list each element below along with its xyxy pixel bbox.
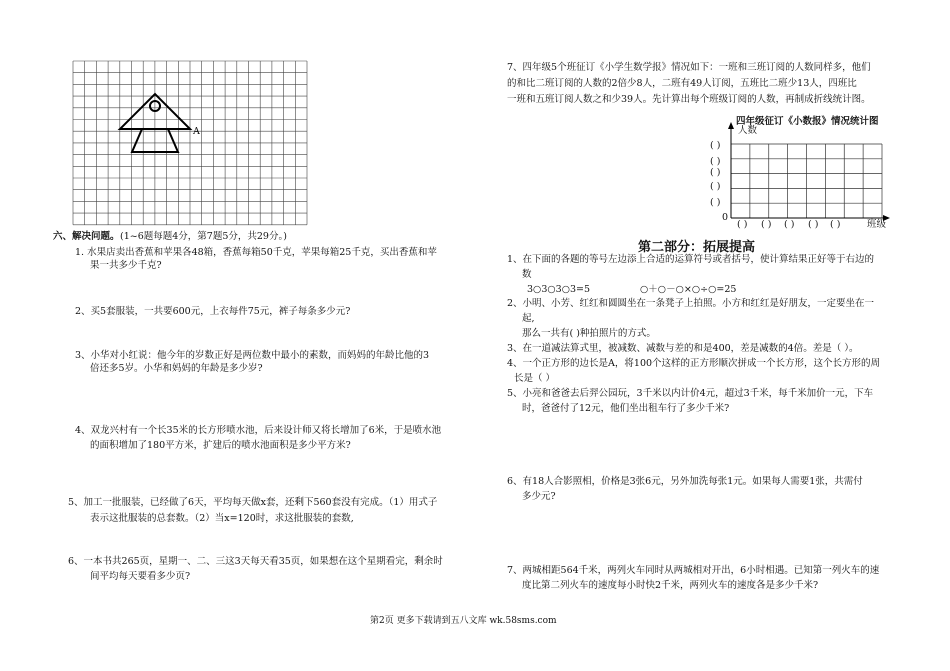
p3: 3、在一道减法算式里，被减数、减数与差的和是400，差是减数的4倍。差是（ ）。 — [507, 343, 859, 354]
q4-line1: 4、双龙兴村有一个长35米的长方形喷水池，后来设计师又将长增加了6米，于是喷水池 — [75, 425, 442, 436]
p2-line1: 2、小明、小芳、红红和圆圆坐在一条凳子上拍照。小方和红红是好朋友，一定要坐在一 — [507, 298, 875, 309]
chart-title: 四年级征订《小数报》情况统计图 — [736, 116, 879, 127]
p5-line2: 时，爸爸付了12元，他们坐出租车行了多少千米? — [522, 403, 730, 414]
p1-eq1: 3○3○3○3=5 — [527, 284, 591, 295]
x-blank-1: ( ) — [737, 219, 748, 230]
x-blank-4: ( ) — [808, 219, 819, 230]
q3-line1: 3、小华对小红说：他今年的岁数正好是两位数中最小的素数，而妈妈的年龄比他的3 — [75, 350, 430, 361]
q7-line1: 7、四年级5个班征订《小学生数学报》情况如下：一班和三班订阅的人数同样多，他们 — [507, 62, 871, 73]
p4-line2: 长是（ ） — [514, 373, 556, 384]
x-axis-label: 班级 — [867, 219, 887, 230]
page-footer: 第2页 更多下载请到五八文库 wk.58sms.com — [370, 616, 557, 626]
p1-eq2: ○＋○－○×○÷○=25 — [640, 284, 737, 295]
section6-note: (1~6题每题4分，第7题5分，共29分。) — [120, 231, 287, 242]
p4-line1: 4、一个正方形的边长是A，将100个这样的正方形顺次拼成一个长方形，这个长方形的周 — [507, 358, 881, 369]
p7-line2: 度比第二列火车的速度每小时快2千米，两列火车的速度各是多少千米? — [522, 580, 819, 591]
y-blank-5: ( ) — [710, 197, 721, 208]
y-axis-label: 人数 — [738, 125, 758, 136]
p7-line1: 7、两城相距564千米，两列火车同时从两城相对开出，6小时相遇。已知第一列火车的速 — [507, 565, 880, 576]
section6-title: 六、解决问题。 — [53, 231, 120, 242]
p6-line1: 6、有18人合影照相，价格是3张6元，另外加洗每张1元。如果每人需要1张，共需付 — [507, 476, 863, 487]
q6-line1: 6、一本书共265页，星期一、二、三这3天每天看35页，如果想在这个星期看完，剩余时 — [68, 556, 443, 567]
q5-line2: 表示这批服装的总套数。（2）当x=120时，求这批服装的套数, — [90, 513, 354, 524]
y-blank-2: ( ) — [710, 156, 721, 167]
x-blank-5: ( ) — [830, 219, 841, 230]
q7-line2: 的和比二班订阅的人数的2倍少8人，二班有49人订阅，五班比二班少13人，四班比 — [507, 78, 857, 89]
q3-line2: 倍还多5岁。小华和妈妈的年龄是多少岁? — [90, 363, 263, 374]
p1-line1: 1、在下面的各题的等号左边添上合适的运算符号或者括号，使计算结果正好等于右边的 — [507, 254, 875, 265]
shape-label-a: A — [193, 126, 200, 137]
blank-line-chart — [700, 118, 915, 233]
p2-line3: 那么一共有( )种拍照片的方式。 — [522, 328, 656, 339]
p5-line1: 5、小亮和爸爸去后羿公园玩，3千米以内计价4元，超过3千米，每千米加价一元，下车 — [507, 388, 874, 399]
q5-line1: 5、加工一批服装，已经做了6天，平均每天做x套，还剩下560套没有完成。（1）用式子 — [68, 497, 438, 508]
q4-line2: 的面积增加了180平方米，扩建后的喷水池面积是多少平方米? — [90, 440, 351, 451]
part2-title: 第二部分：拓展提高 — [638, 240, 756, 255]
q1-line2: 果一共多少千克? — [90, 260, 162, 271]
y-axis-arrow — [728, 122, 734, 129]
grid-drawing — [72, 60, 312, 234]
q2: 2、买5套服装，一共要600元，上衣每件75元，裤子每条多少元? — [75, 306, 351, 317]
q1-line1: 1. 水果店卖出香蕉和苹果各48箱，香蕉每箱50千克，苹果每箱25千克，买出香蕉和苹 — [75, 247, 437, 258]
q7-line3: 一班和五班订阅人数之和少39人。先计算出每个班级订阅的人数，再制成折线统计图。 — [507, 94, 871, 105]
chart-origin: 0 — [722, 212, 729, 223]
p6-line2: 多少元? — [522, 491, 556, 502]
y-blank-3: ( ) — [710, 167, 721, 178]
grid-svg — [72, 60, 312, 230]
p2-line2: 起, — [522, 313, 535, 324]
y-blank-4: ( ) — [710, 181, 721, 192]
x-blank-3: ( ) — [784, 219, 795, 230]
y-blank-1: ( ) — [710, 140, 721, 151]
q6-line2: 间平均每天要看多少页? — [90, 571, 191, 582]
p1-line2: 数 — [522, 269, 532, 280]
x-blank-2: ( ) — [761, 219, 772, 230]
